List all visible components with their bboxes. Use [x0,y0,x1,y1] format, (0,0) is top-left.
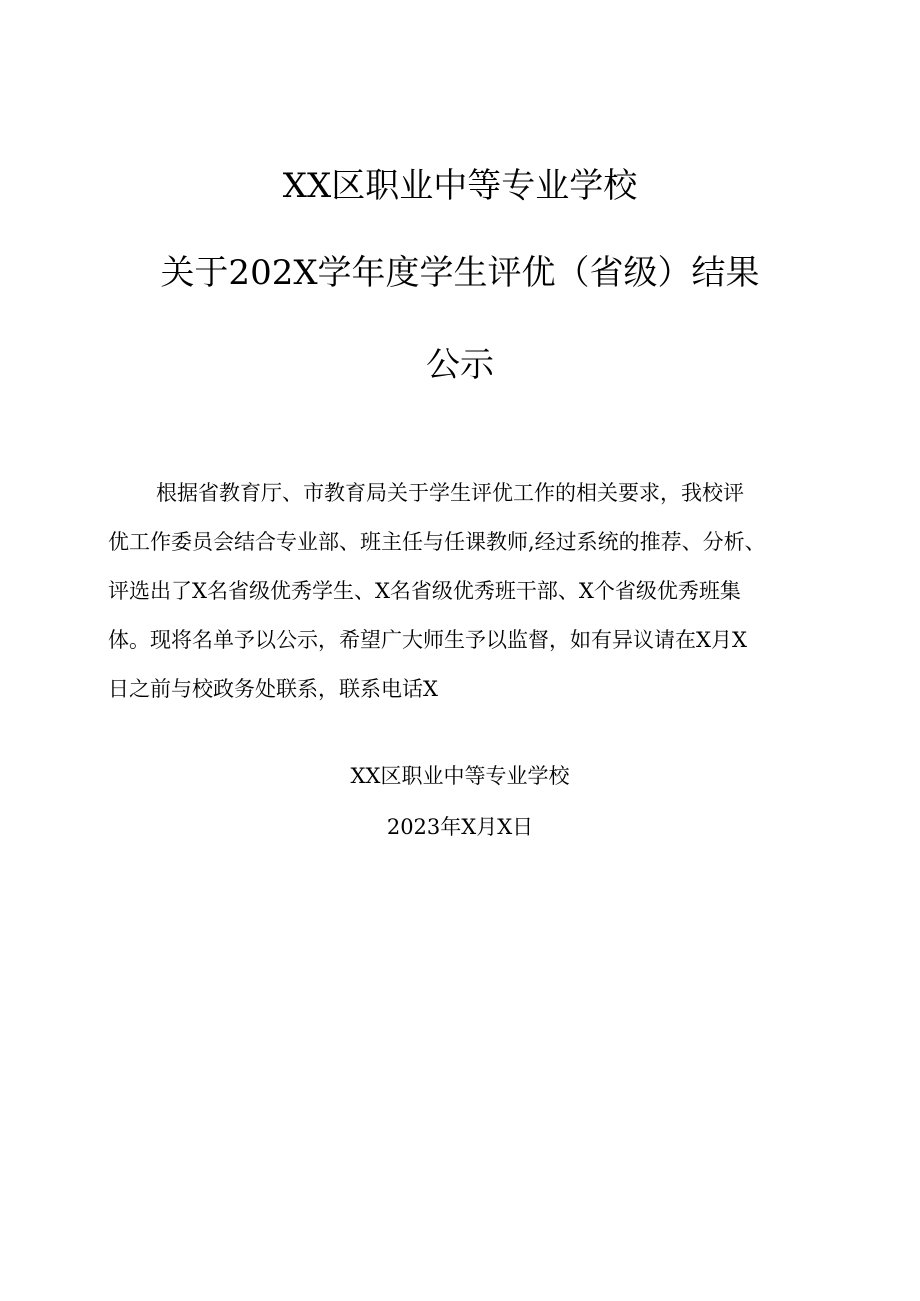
body-line: 日之前与校政务处联系，联系电话X [108,677,438,701]
title-line-subject: 关于202X学年度学生评优（省级）结果 [160,253,760,293]
body-line: 体。现将名单予以公示，希望广大师生予以监督，如有异议请在X月X [108,628,747,652]
title-line-notice: 公示 [426,345,494,385]
signature-school: XX区职业中等专业学校 [350,764,570,788]
signature-date: 2023年X月X日 [386,815,534,839]
title-line-school: XX区职业中等专业学校 [282,166,638,206]
body-paragraph [108,469,824,714]
body-line: 评选出了X名省级优秀学生、X名省级优秀班干部、X个省级优秀班集 [108,579,741,603]
body-line: 根据省教育厅、市教育局关于学生评优工作的相关要求，我校评 [156,481,744,505]
body-line: 优工作委员会结合专业部、班主任与任课教师,经过系统的推荐、分析、 [108,530,766,554]
